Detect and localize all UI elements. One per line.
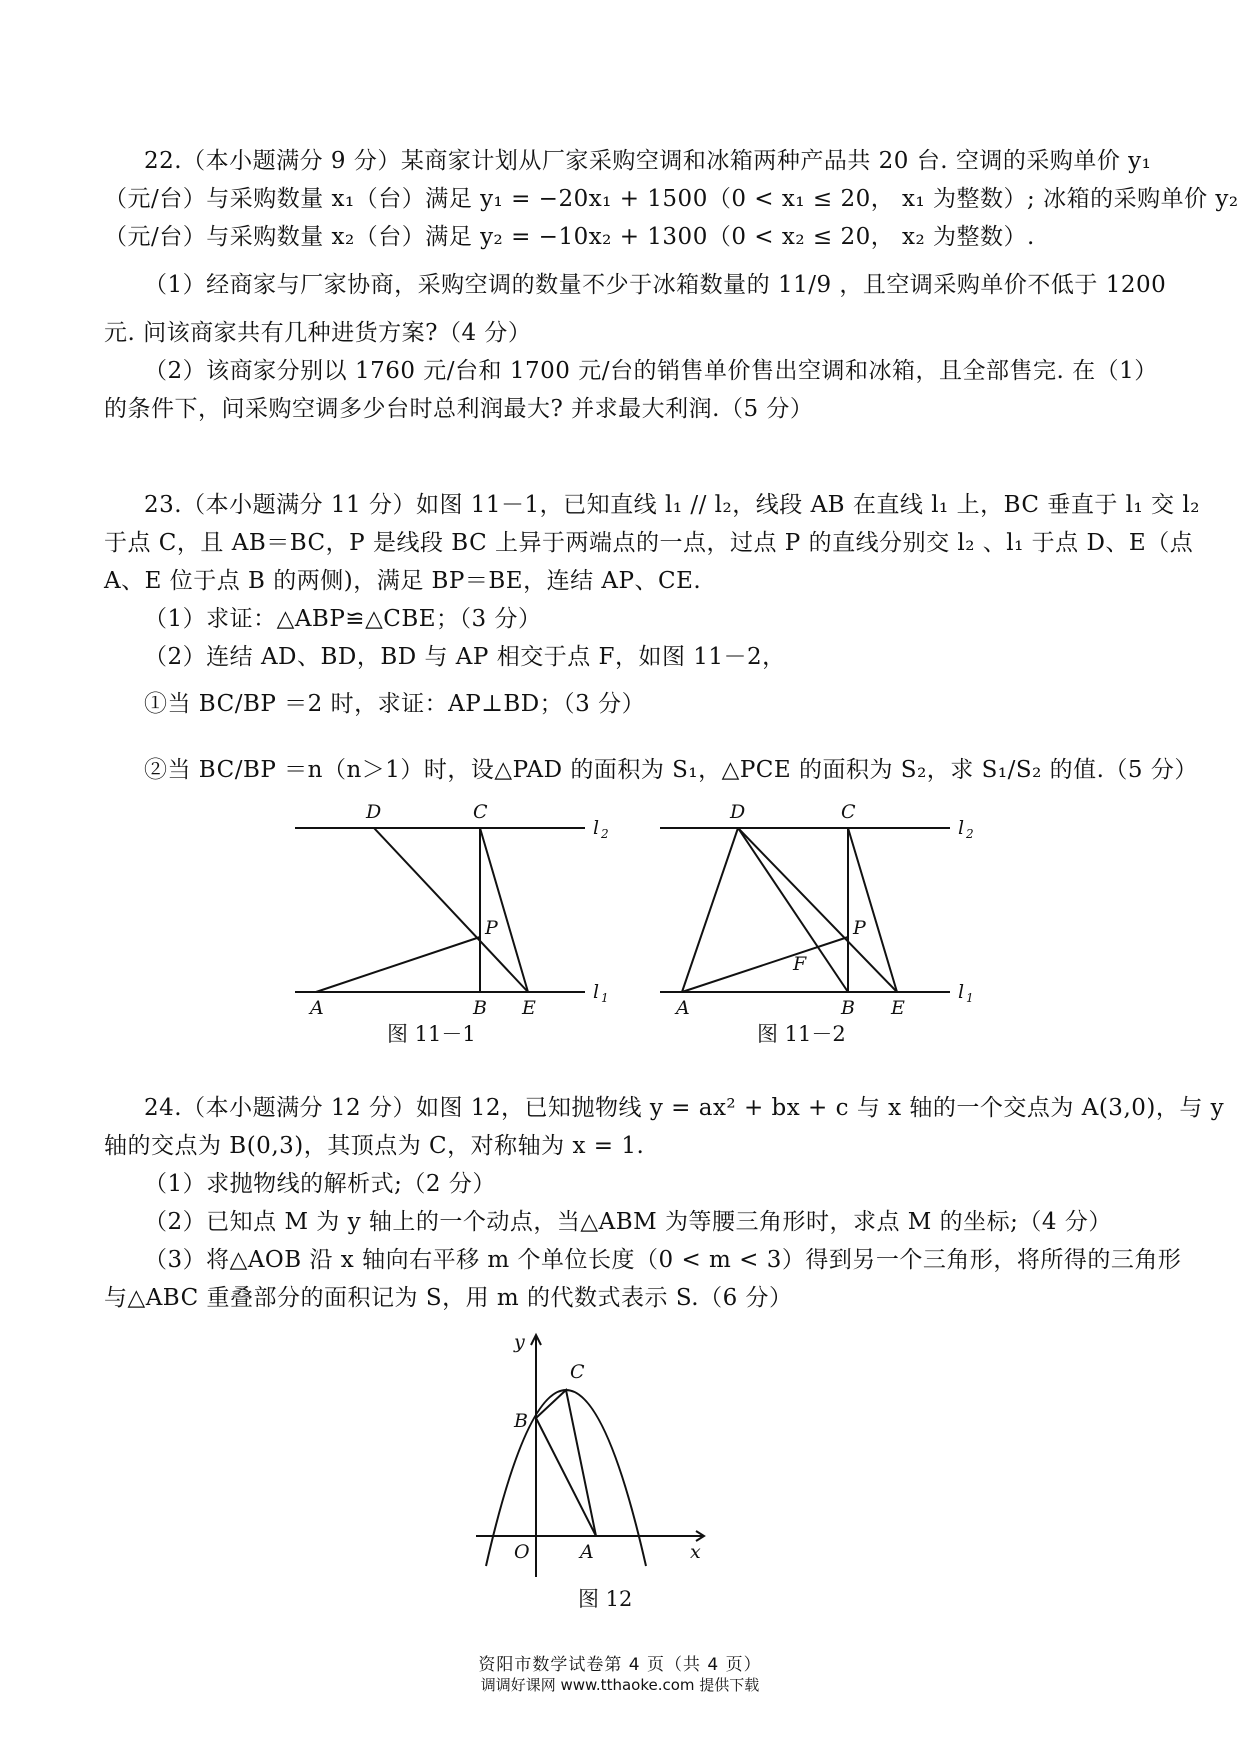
label-l2: l	[593, 817, 600, 839]
figure-12	[470, 1315, 720, 1589]
q23-line-4: （1）求证：△ABP≌△CBE；（3 分）	[144, 606, 542, 632]
q22-line-7: 的条件下，问采购空调多少台时总利润最大? 并求最大利润.（5 分）	[104, 396, 814, 422]
q22-line-3: （元/台）与采购数量 x₂（台）满足 y₂ = −10x₂ + 1300（0 < x₂ ≤ 20， x₂ 为整数）.	[104, 224, 1035, 250]
label-c: C	[473, 801, 488, 823]
label-o: O	[514, 1541, 530, 1563]
label-y: y	[514, 1331, 525, 1353]
figure-11-2	[650, 800, 1010, 1044]
segment-ad	[682, 828, 738, 992]
label-a: A	[676, 997, 690, 1019]
figure-11-1	[280, 800, 640, 1044]
q24-line-1: 24.（本小题满分 12 分）如图 12，已知抛物线 y = ax² + bx + c 与 x 轴的一个交点为 A(3,0)，与 y	[144, 1095, 1225, 1121]
label-x: x	[690, 1541, 701, 1563]
label-b: B	[473, 997, 487, 1019]
q24-line-2: 轴的交点为 B(0,3)，其顶点为 C，对称轴为 x = 1.	[104, 1133, 645, 1159]
label-e: E	[891, 997, 905, 1019]
label-p: P	[485, 917, 498, 939]
q23-line-6: ①当 BC/BP ＝2 时，求证：AP⊥BD；（3 分）	[144, 691, 646, 717]
label-l1-sub: 1	[601, 991, 609, 1005]
q23-line-2: 于点 C，且 AB＝BC，P 是线段 BC 上异于两端点的一点，过点 P 的直线分别交 l₂ 、l₁ 于点 D、E（点	[104, 530, 1194, 556]
figure-11-1-caption: 图 11－1	[387, 1022, 476, 1046]
label-p: P	[853, 917, 866, 939]
figure-12-caption: 图 12	[578, 1587, 633, 1611]
q22-line-6: （2）该商家分别以 1760 元/台和 1700 元/台的销售单价售出空调和冰箱，且全部售完. 在（1）	[144, 358, 1158, 384]
q23-line-3: A、E 位于点 B 的两侧)，满足 BP＝BE，连结 AP、CE.	[104, 568, 702, 594]
q24-line-5: （3）将△AOB 沿 x 轴向右平移 m 个单位长度（0 < m < 3）得到另一个三角形，将所得的三角形	[144, 1247, 1182, 1273]
label-f: F	[793, 953, 807, 975]
q24-line-3: （1）求抛物线的解析式;（2 分）	[144, 1171, 496, 1197]
q24-line-4: （2）已知点 M 为 y 轴上的一个动点，当△ABM 为等腰三角形时，求点 M 的坐标;（4 分）	[144, 1209, 1112, 1235]
q22-line-1: 22.（本小题满分 9 分）某商家计划从厂家采购空调和冰箱两种产品共 20 台. 空调的采购单价 y₁	[144, 148, 1152, 174]
segment-ap	[316, 937, 480, 992]
q22-line-4: （1）经商家与厂家协商，采购空调的数量不少于冰箱数量的 11/9 ，且空调采购单价不低于 1200	[144, 272, 1167, 298]
label-c: C	[841, 801, 856, 823]
label-l2-sub: 2	[601, 827, 609, 841]
download-credit: 调调好课网 www.tthaoke.com 提供下载	[480, 1676, 760, 1694]
label-l2-sub: 2	[966, 827, 974, 841]
page-footer: 资阳市数学试卷第 4 页（共 4 页）	[478, 1655, 762, 1675]
triangle-abc	[536, 1390, 596, 1536]
label-l2: l	[958, 817, 965, 839]
label-b: B	[841, 997, 855, 1019]
figure-11-2-caption: 图 11－2	[757, 1022, 846, 1046]
label-a: A	[310, 997, 324, 1019]
label-d: D	[366, 801, 382, 823]
label-c: C	[570, 1361, 585, 1383]
q24-line-6: 与△ABC 重叠部分的面积记为 S，用 m 的代数式表示 S.（6 分）	[104, 1285, 793, 1311]
label-l1: l	[593, 981, 600, 1003]
q23-line-1: 23.（本小题满分 11 分）如图 11－1，已知直线 l₁ // l₂，线段 AB 在直线 l₁ 上，BC 垂直于 l₁ 交 l₂	[144, 492, 1200, 518]
q22-line-2: （元/台）与采购数量 x₁（台）满足 y₁ = −20x₁ + 1500（0 < x₁ ≤ 20， x₁ 为整数）; 冰箱的采购单价 y₂	[104, 186, 1239, 212]
label-l1: l	[958, 981, 965, 1003]
segment-ap	[682, 937, 848, 992]
label-l1-sub: 1	[966, 991, 974, 1005]
q23-line-7: ②当 BC/BP ＝n（n＞1）时，设△PAD 的面积为 S₁，△PCE 的面积为 S₂，求 S₁/S₂ 的值.（5 分）	[144, 757, 1198, 783]
q23-line-5: （2）连结 AD、BD，BD 与 AP 相交于点 F，如图 11－2，	[144, 644, 786, 670]
q22-line-5: 元. 问该商家共有几种进货方案?（4 分）	[104, 320, 532, 346]
label-b: B	[514, 1410, 528, 1432]
label-a: A	[580, 1541, 594, 1563]
label-e: E	[522, 997, 536, 1019]
label-d: D	[730, 801, 746, 823]
